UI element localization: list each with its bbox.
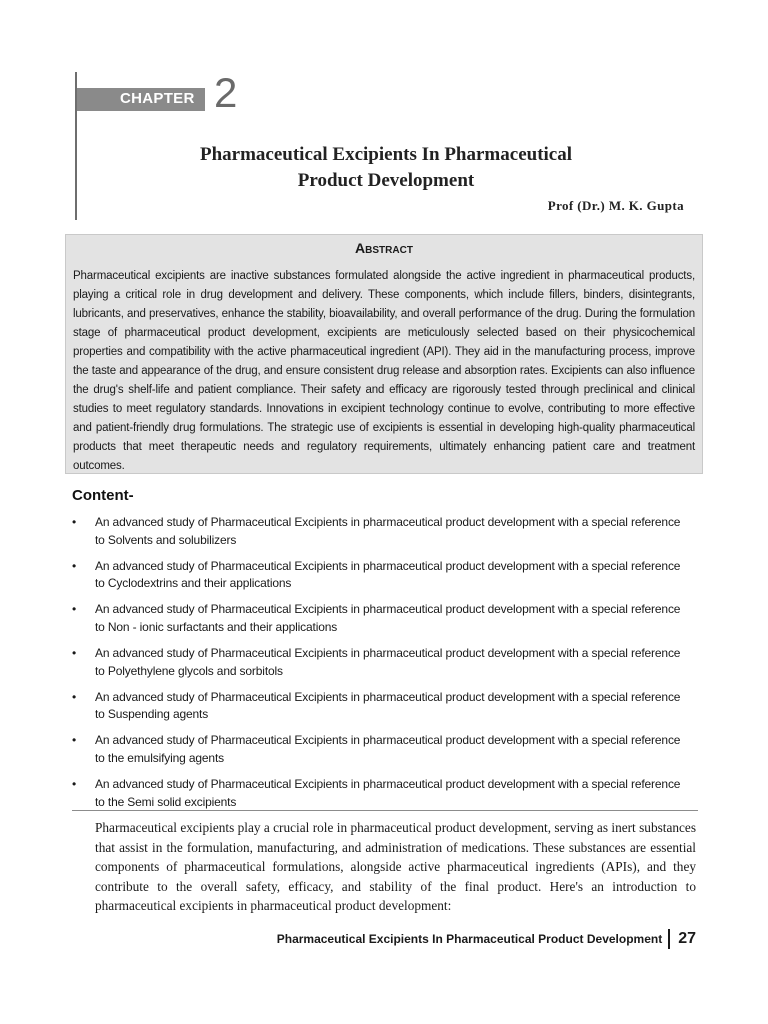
bullet-marker: • <box>72 515 77 529</box>
page-number: 27 <box>678 930 696 947</box>
content-item-text: An advanced study of Pharmaceutical Excipients in pharmaceutical product development with a special reference to Polyethylene glycols and sorbitols <box>95 646 681 678</box>
content-list-item <box>72 732 692 776</box>
content-list-item <box>72 514 692 558</box>
content-list-item <box>72 601 692 645</box>
content-list-item <box>72 558 692 602</box>
page-footer <box>277 929 696 949</box>
section-divider <box>72 810 698 811</box>
bullet-marker: • <box>72 777 77 792</box>
content-item-text: An advanced study of Pharmaceutical Excipients in pharmaceutical product development with a special reference to Solvents and solubilizers <box>95 515 681 547</box>
footer-separator <box>668 929 670 949</box>
content-list-item <box>72 645 692 689</box>
chapter-label: CHAPTER <box>120 90 195 107</box>
chapter-title <box>120 142 652 194</box>
bullet-marker: • <box>72 689 77 704</box>
bullet-marker: • <box>72 602 77 617</box>
abstract-box <box>65 234 703 474</box>
abstract-body: Pharmaceutical excipients are inactive substances formulated alongside the active ingredient in pharmaceutical products, playing a critical role in drug development and delivery. These components, which include fillers, binders, disintegrants, lubricants, and preservatives, enhance the stability, bioavailability, and overall performance of the drug. During the formulation stage of pharmaceutical product development, excipients are meticulously selected based on their physicochemical properties and compatibility with the active pharmaceutical ingredient (API). They aid in the manufacturing process, improve the taste and appearance of the drug, and ensure consistent drug release and absorption rates. Excipients can also influence the drug's shelf-life and patient compliance. Their safety and efficacy are rigorously tested through preclinical and clinical studies to meet regulatory standards. Innovations in excipient technology continue to evolve, contributing to more effective and patient-friendly drug formulations. The strategic use of excipients is essential in developing high-quality pharmaceutical products that meet therapeutic needs and regulatory requirements, ultimately enhancing patient care and treatment outcomes. <box>73 270 695 472</box>
content-item-text: An advanced study of Pharmaceutical Excipients in pharmaceutical product development with a special reference to the Semi solid excipients <box>95 777 681 809</box>
content-list-item <box>72 689 692 733</box>
bullet-marker: • <box>72 733 77 748</box>
content-list-item <box>72 776 692 820</box>
content-item-text: An advanced study of Pharmaceutical Excipients in pharmaceutical product development with a special reference to the emulsifying agents <box>95 733 681 765</box>
abstract-heading: Abstract <box>355 240 413 256</box>
content-list <box>72 514 692 820</box>
author-name: Prof (Dr.) M. K. Gupta <box>547 198 684 213</box>
chapter-title-line-1: Pharmaceutical Excipients In Pharmaceutical <box>199 144 573 165</box>
chapter-title-line-2: Product Development <box>297 170 475 191</box>
running-title: Pharmaceutical Excipients In Pharmaceutical Product Development <box>276 932 663 946</box>
content-item-text: An advanced study of Pharmaceutical Excipients in pharmaceutical product development with a special reference to Cyclodextrins and their applications <box>95 558 681 591</box>
intro-paragraph: Pharmaceutical excipients play a crucial role in pharmaceutical product development, serving as inert substances that assist in the formulation, manufacturing, and administration of medications. These substances are essential components of pharmaceutical formulations, alongside active pharmaceutical ingredients (APIs), and they contribute to the overall safety, efficacy, and stability of the final product. Here's an introduction to pharmaceutical excipients in pharmaceutical product development: <box>95 820 696 914</box>
bullet-marker: • <box>72 646 77 661</box>
chapter-number: 2 <box>214 69 238 116</box>
content-heading: Content- <box>72 487 134 504</box>
bullet-marker: • <box>72 558 77 573</box>
content-item-text: An advanced study of Pharmaceutical Excipients in pharmaceutical product development with a special reference to Non - ionic surfactants and their applications <box>95 602 681 634</box>
content-item-text: An advanced study of Pharmaceutical Excipients in pharmaceutical product development with a special reference to Suspending agents <box>95 689 681 722</box>
